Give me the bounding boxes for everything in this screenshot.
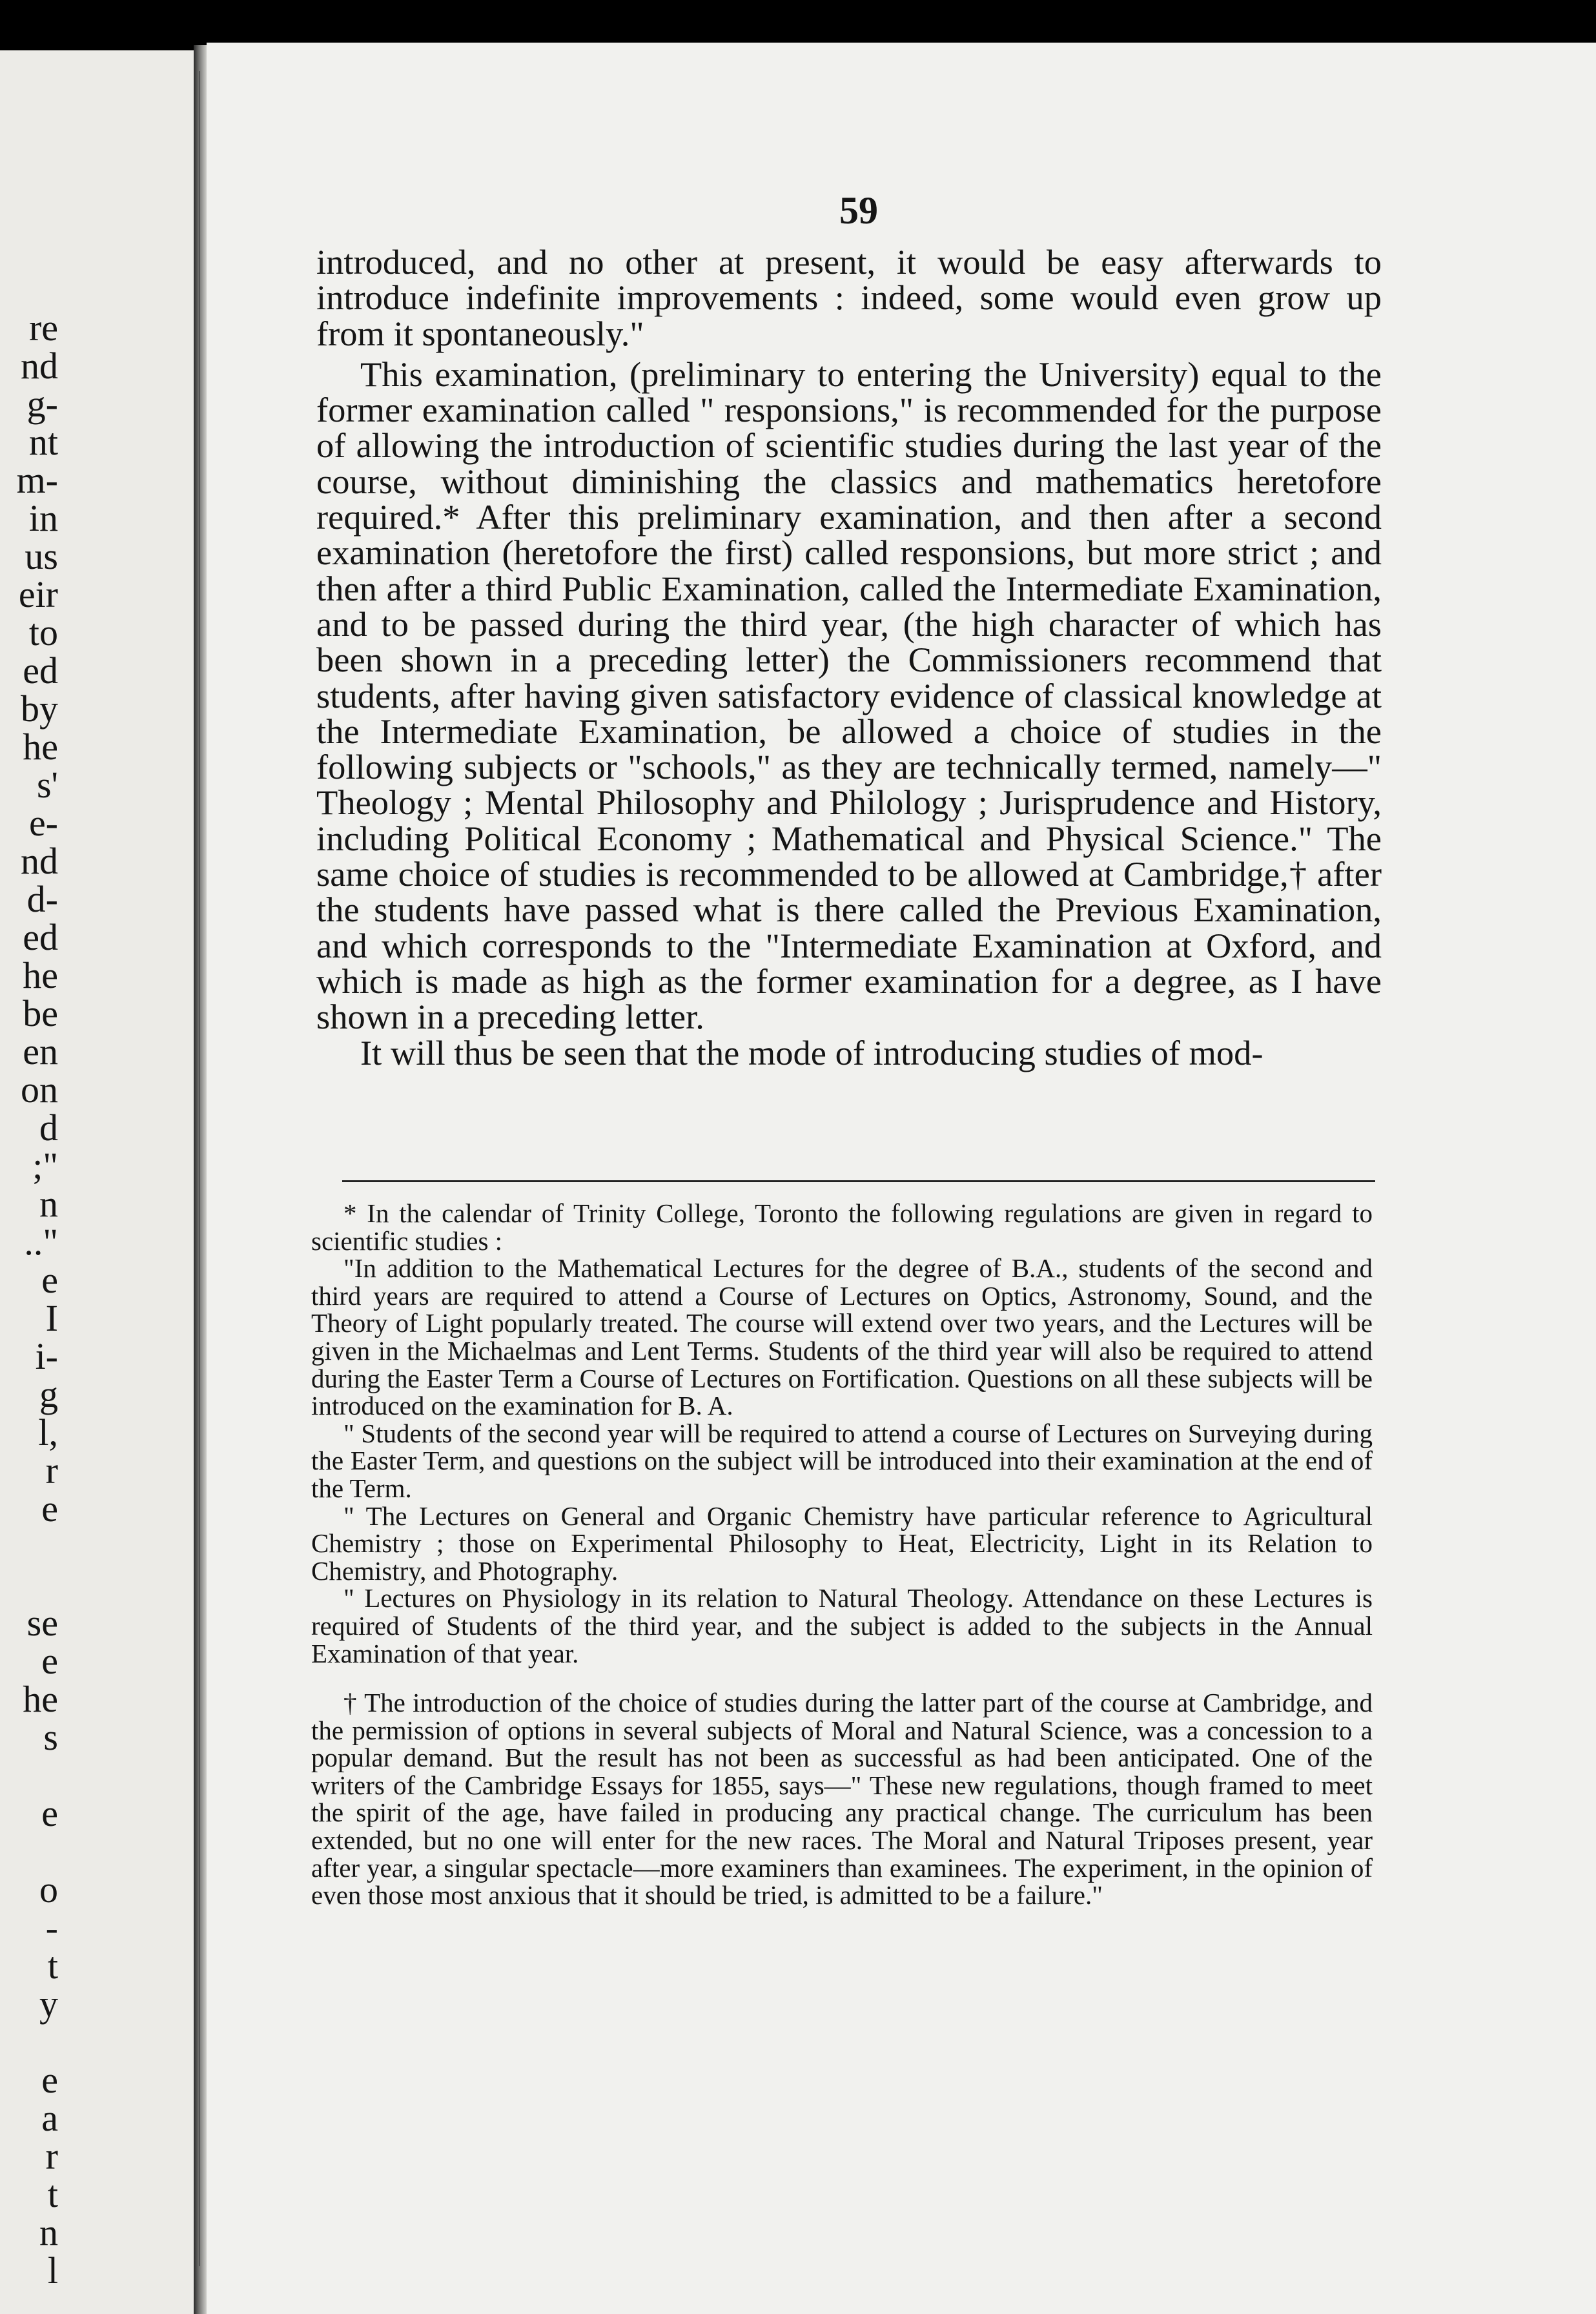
- body-paragraph: This examination, (preliminary to entering the University) equal to the former examination called " responsions," is recommended for the purpose of allowing the introduction of scientific studies during the last year of the course, without diminishing the classics and mathematics heretofore required.* After this preliminary examination, and then after a second examination (heretofore the first) called responsions, but more strict ; and then after a third Public Examination, called the Intermediate Examination, and to be passed during the third year, (the high character of which has been shown in a preceding letter) the Commissioners recommend that students, after having given satisfactory evidence of classical knowledge at the Intermediate Examination, be allowed a choice of studies in the following subjects or "schools," as they are technically termed, namely—" Theology ; Mental Philosophy and Philology ; Jurisprudence and History, including Political Economy ; Mathematical and Physical Science." The same choice of studies is recommended to be allowed at Cambridge,† after the students have passed what is there called the Previous Examination, and which corresponds to the "Intermediate Examination at Oxford, and which is made as high as the former examination for a degree, as I have shown in a preceding letter.: [316, 354, 1382, 1037]
- fragment: [0, 2023, 58, 2061]
- fragment: r: [45, 2135, 58, 2177]
- fragment: [0, 1566, 58, 1604]
- fragment: to: [28, 611, 58, 653]
- fragment: be: [23, 992, 58, 1034]
- fragment: l: [47, 2249, 58, 2291]
- page-edge-line: [199, 71, 200, 2266]
- fragment: g-: [26, 383, 58, 425]
- fragment: g: [39, 1373, 58, 1415]
- footnote-dagger: † The introduction of the choice of studies during the latter part of the course at Cambridge, and the permission of options in several subjects of Moral and Natural Science, was a concession to a popular demand. But the result has not been as successful as had been anticipated. One of the writers of the Cambridge Essays for 1855, says—" These new regulations, though framed to meet the spirit of the age, have failed in producing any practical change. The curriculum has been extended, but no one will enter for the new races. The Moral and Natural Triposes present, year after year, a singular spectacle—more examiners than examinees. The experiment, in the opinion of even those most anxious that it should be tried, is admitted to be a failure.": [311, 1688, 1373, 1910]
- fragment: l,: [38, 1411, 58, 1453]
- previous-page-fragments: [0, 309, 58, 2289]
- fragment: o: [39, 1869, 58, 1910]
- page-number: 59: [839, 189, 878, 232]
- fragment: a: [41, 2097, 58, 2139]
- body-paragraph: introduced, and no other at present, it would be easy afterwards to introduce indefinite improvements : indeed, some would even grow up from it spontaneously.": [316, 242, 1382, 353]
- body-text: [316, 244, 1382, 1070]
- fragment: e: [41, 1640, 58, 1682]
- fragment: ed: [23, 650, 58, 691]
- fragment: t: [47, 1945, 58, 1987]
- fragment: [0, 1832, 58, 1870]
- previous-page-edge: [0, 50, 194, 2314]
- fragment: re: [28, 307, 58, 349]
- fragment: n: [39, 2211, 58, 2253]
- fragment: ed: [23, 916, 58, 958]
- footnotes: [311, 1200, 1373, 1909]
- fragment: he: [23, 726, 58, 768]
- fragment: -: [45, 1907, 58, 1949]
- fragment: [0, 1528, 58, 1566]
- fragment: e: [41, 1792, 58, 1834]
- fragment: [0, 1756, 58, 1794]
- fragment: i-: [35, 1335, 58, 1377]
- fragment: d: [39, 1107, 58, 1149]
- fragment: e: [41, 1488, 58, 1530]
- fragment: r: [45, 1449, 58, 1491]
- fragment: e: [41, 1259, 58, 1301]
- fragment: s': [36, 764, 58, 806]
- fragment: ..": [24, 1221, 58, 1263]
- fragment: se: [26, 1602, 58, 1644]
- footnote-quote: " The Lectures on General and Organic Chemistry have particular reference to Agricultural Chemistry ; those on Experimental Philosophy to Heat, Electricity, Light in its Relation to Chemistry, and Photography.: [311, 1500, 1373, 1586]
- fragment: he: [23, 1678, 58, 1720]
- fragment: y: [39, 1983, 58, 2025]
- fragment: e: [41, 2059, 58, 2101]
- fragment: in: [28, 497, 58, 539]
- fragment: I: [45, 1297, 58, 1339]
- fragment: m-: [16, 459, 58, 501]
- book-gutter: [194, 45, 207, 2314]
- fragment: eir: [18, 573, 58, 615]
- fragment: nd: [21, 840, 58, 882]
- fragment: en: [23, 1030, 58, 1072]
- fragment: ;": [32, 1145, 58, 1187]
- fragment: e-: [28, 802, 58, 844]
- fragment: n: [39, 1183, 58, 1225]
- fragment: on: [21, 1069, 58, 1111]
- fragment: d-: [26, 878, 58, 920]
- fragment: us: [25, 535, 58, 577]
- body-paragraph: It will thus be seen that the mode of introducing studies of mod-: [360, 1032, 1264, 1072]
- fragment: nt: [28, 421, 58, 463]
- footnote-quote: " Lectures on Physiology in its relation to Natural Theology. Attendance on these Lectures is required of Students of the third year, and the subject is added to the subjects in the Annual Examination of that year.: [311, 1583, 1373, 1668]
- footnote-separator: [342, 1180, 1375, 1182]
- footnote-quote: "In addition to the Mathematical Lectures for the degree of B.A., students of the second and third years are required to attend a Course of Lectures on Optics, Astronomy, Sound, and the Theory of Light popularly treated. The course will extend over two years, and the Lectures will be given in the Michaelmas and Lent Terms. Students of the third year will also be required to attend during the Easter Term a Course of Lectures on Fortification. Questions on all these subjects will be introduced on the examination for B. A.: [311, 1253, 1373, 1421]
- fragment: t: [47, 2173, 58, 2215]
- footnote-asterisk: * In the calendar of Trinity College, Toronto the following regulations are given in regard to scientific studies :: [311, 1198, 1373, 1256]
- fragment: s: [43, 1716, 58, 1758]
- fragment: by: [21, 688, 58, 730]
- fragment: nd: [21, 345, 58, 387]
- fragment: he: [23, 954, 58, 996]
- footnote-quote: " Students of the second year will be required to attend a course of Lectures on Surveying during the Easter Term, and questions on the subject will be introduced into their examination at the end of the Term.: [311, 1418, 1373, 1503]
